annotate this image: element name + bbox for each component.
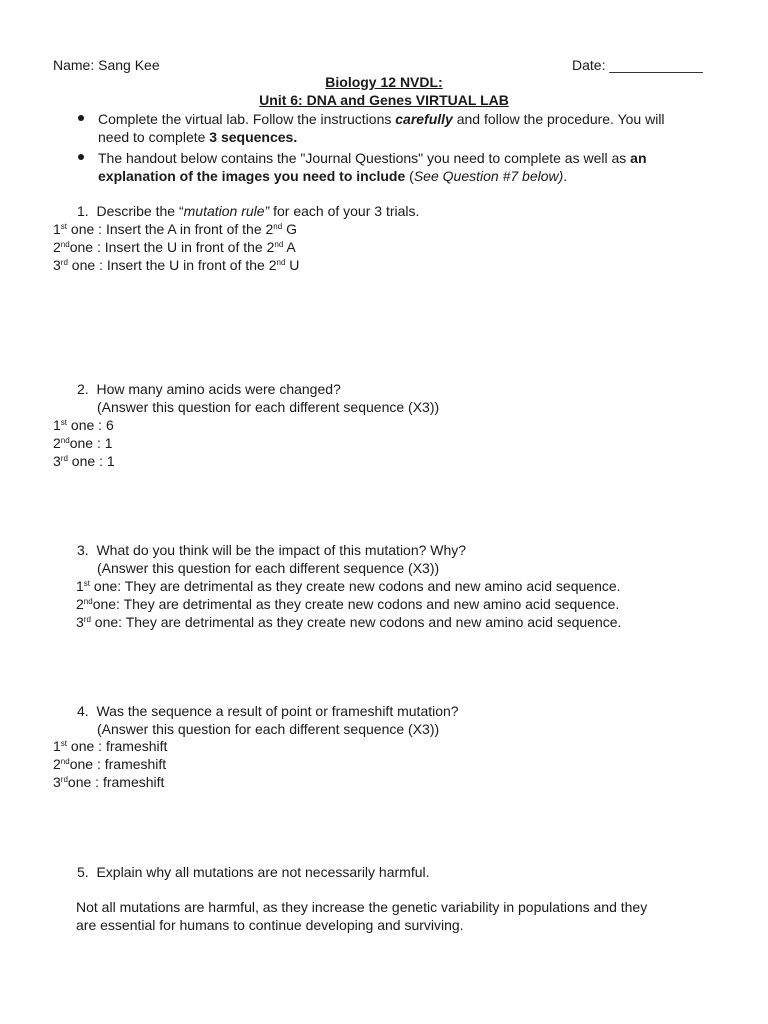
ordinal-suffix: nd [273, 222, 283, 231]
text-span: 3 [53, 774, 61, 790]
bullet-2-line-2 [98, 167, 567, 185]
answer-paragraph-line-1: Not all mutations are harmful, as they increase the genetic variability in populations and they [76, 899, 648, 915]
bullet-1-line-2 [98, 128, 297, 146]
question-3 [77, 541, 466, 559]
ordinal-suffix: st [60, 418, 68, 427]
question-instruction: (Answer this question for each different sequence (X3)) [97, 560, 440, 576]
bullet-2-italic: See Question #7 below) [413, 168, 564, 184]
text-span: one: They are detrimental as they create new codons and new amino acid sequence. [90, 578, 621, 594]
ordinal-suffix: nd [83, 597, 93, 606]
bullet-1-text-cont: and follow the procedure. You will [452, 111, 665, 127]
question-italic: mutation rule” [183, 203, 270, 219]
text-span: 2 [53, 239, 61, 255]
question-number: 1. [77, 203, 89, 219]
text-span: 1 [53, 221, 61, 237]
text-span: 2 [76, 596, 84, 612]
text-span: one : Insert the U in front of the 2 [69, 239, 275, 255]
text-span: one : 6 [67, 417, 114, 433]
text-span: 3 [76, 614, 84, 630]
ordinal-suffix: st [83, 579, 91, 588]
answer-line [53, 773, 164, 791]
question-text: Explain why all mutations are not necessarily harmful. [96, 864, 430, 880]
text-span: one : frameshift [67, 738, 168, 754]
question-number: 5. [77, 864, 89, 880]
text-span: one : 1 [67, 453, 115, 469]
answer-line [53, 238, 296, 256]
bullet-1-bold: 3 sequences. [209, 129, 298, 145]
bullet-1-text: Complete the virtual lab. Follow the instructions [98, 111, 396, 127]
text-span: one : 1 [69, 435, 113, 451]
student-name: Name: Sang Kee [53, 57, 160, 73]
question-number: 2. [77, 381, 89, 397]
bullet-2-end: . [563, 168, 568, 184]
bullet-2-bold-2: explanation of the images you need to include [98, 168, 406, 184]
text-span: one : frameshift [69, 756, 167, 772]
ordinal-suffix: nd [60, 240, 70, 249]
text-span [395, 111, 453, 127]
answer-line [76, 577, 621, 595]
text-span: 3 [53, 257, 61, 273]
question-2 [77, 380, 341, 398]
bullet-2-line-1 [98, 149, 647, 167]
bullet-2-paren: ( [405, 168, 414, 184]
ordinal-suffix: st [60, 222, 68, 231]
text-span: 3 [53, 453, 61, 469]
answer-line [53, 737, 167, 755]
text-span: one: They are detrimental as they create new codons and new amino acid sequence. [90, 614, 622, 630]
text-span: A [283, 239, 296, 255]
answer-line [53, 434, 113, 452]
ordinal-suffix: nd [276, 258, 286, 267]
question-text: How many amino acids were changed? [96, 381, 341, 397]
bullet-dot [78, 115, 84, 121]
answer-line [53, 755, 166, 773]
question-number: 4. [77, 703, 89, 719]
doc-subtitle: Unit 6: DNA and Genes VIRTUAL LAB [259, 92, 509, 108]
bullet-dot [78, 154, 84, 160]
bullet-2-bold: an [630, 150, 647, 166]
bullet-1-line-1 [98, 110, 665, 128]
text-span: 2 [53, 756, 61, 772]
text-span: one : Insert the A in front of the 2 [67, 221, 274, 237]
ordinal-suffix: nd [60, 757, 70, 766]
answer-line [53, 220, 297, 238]
bullet-1-text-2: need to complete [98, 129, 210, 145]
ordinal-suffix: rd [60, 454, 68, 463]
text-span: 1 [53, 738, 61, 754]
question-text: Describe the “ [96, 203, 184, 219]
question-text: What do you think will be the impact of this mutation? Why? [96, 542, 467, 558]
ordinal-suffix: st [60, 739, 68, 748]
question-4 [77, 702, 459, 720]
ordinal-suffix: nd [60, 436, 70, 445]
date-field: Date: ____________ [572, 57, 703, 73]
text-span: 1 [76, 578, 84, 594]
text-span: U [285, 257, 300, 273]
text-span: one : frameshift [67, 774, 165, 790]
ordinal-suffix: nd [274, 240, 284, 249]
ordinal-suffix: rd [60, 775, 68, 784]
doc-title: Biology 12 NVDL: [325, 74, 443, 90]
question-instruction: (Answer this question for each different sequence (X3)) [97, 721, 440, 737]
answer-line [53, 416, 114, 434]
answer-paragraph-line-2: are essential for humans to continue developing and surviving. [76, 917, 464, 933]
question-1 [77, 202, 419, 220]
question-instruction: (Answer this question for each different sequence (X3)) [97, 399, 440, 415]
bullet-1-emphasis: carefully [395, 111, 453, 127]
text-span: 2 [53, 435, 61, 451]
text-span: one: They are detrimental as they create new codons and new amino acid sequence. [92, 596, 620, 612]
text-span: 1 [53, 417, 61, 433]
question-5 [77, 863, 430, 881]
answer-line [53, 452, 115, 470]
answer-line [76, 595, 619, 613]
ordinal-suffix: rd [83, 615, 91, 624]
question-text: Was the sequence a result of point or frameshift mutation? [96, 703, 459, 719]
ordinal-suffix: rd [60, 258, 68, 267]
answer-line [53, 256, 299, 274]
text-span: G [282, 221, 297, 237]
question-number: 3. [77, 542, 89, 558]
answer-line [76, 613, 621, 631]
bullet-2-text: The handout below contains the "Journal Questions" you need to complete as well as [98, 150, 631, 166]
question-text-cont: for each of your 3 trials. [269, 203, 420, 219]
text-span: one : Insert the U in front of the 2 [67, 257, 277, 273]
